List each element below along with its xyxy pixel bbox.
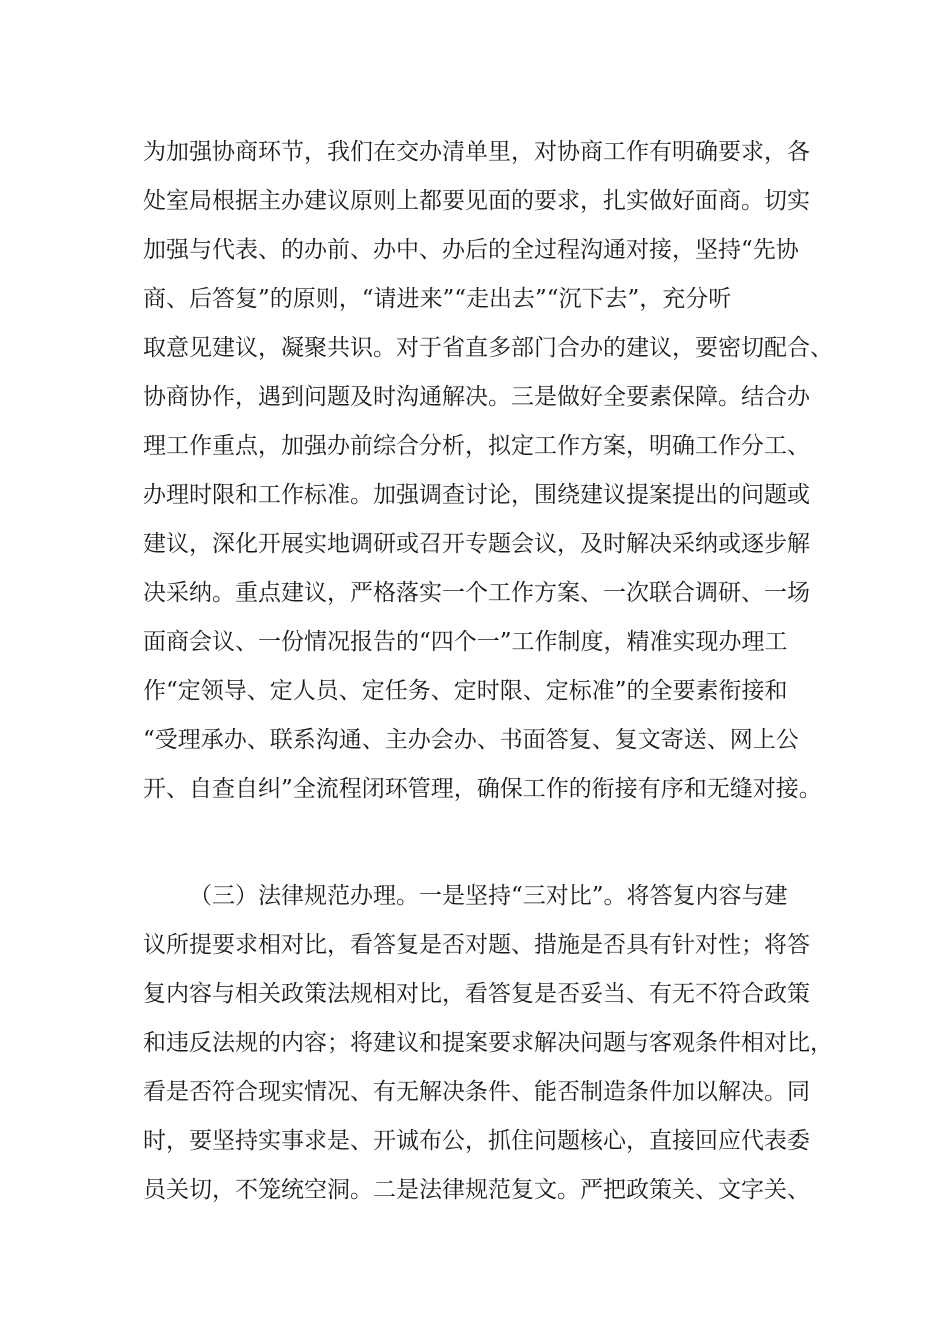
text-line: 开、自查自纠”全流程闭环管理，确保工作的衔接有序和无缝对接。 bbox=[143, 776, 822, 802]
text-line: 协商协作，遇到问题及时沟通解决。三是做好全要素保障。结合办 bbox=[143, 384, 810, 410]
text-line: 办理时限和工作标准。加强调查讨论，围绕建议提案提出的问题或 bbox=[143, 482, 810, 508]
paragraph-legal-standard bbox=[143, 872, 833, 1215]
text-line: （三）法律规范办理。一是坚持“三对比”。将答复内容与建 bbox=[189, 883, 788, 909]
text-line: 员关切，不笼统空洞。二是法律规范复文。严把政策关、文字关、 bbox=[143, 1177, 810, 1203]
paragraph-consultation bbox=[143, 128, 833, 814]
text-line: 加强与代表、的办前、办中、办后的全过程沟通对接，坚持“先协 bbox=[143, 237, 799, 263]
text-line: 议所提要求相对比，看答复是否对题、措施是否具有针对性；将答 bbox=[143, 932, 810, 958]
text-line: 看是否符合现实情况、有无解决条件、能否制造条件加以解决。同 bbox=[143, 1079, 810, 1105]
text-line: 复内容与相关政策法规相对比，看答复是否妥当、有无不符合政策 bbox=[143, 981, 810, 1007]
text-line: 商、后答复”的原则，“请进来”“走出去”“沉下去”，充分听 bbox=[143, 286, 732, 312]
text-line: 处室局根据主办建议原则上都要见面的要求，扎实做好面商。切实 bbox=[143, 188, 810, 214]
text-line: 作“定领导、定人员、定任务、定时限、定标准”的全要素衔接和 bbox=[143, 678, 788, 704]
text-line: 取意见建议，凝聚共识。对于省直多部门合办的建议，要密切配合、 bbox=[143, 335, 833, 361]
text-line: 理工作重点，加强办前综合分析，拟定工作方案，明确工作分工、 bbox=[143, 433, 810, 459]
text-line: 时，要坚持实事求是、开诚布公，抓住问题核心，直接回应代表委 bbox=[143, 1128, 810, 1154]
text-line: 建议，深化开展实地调研或召开专题会议，及时解决采纳或逐步解 bbox=[143, 531, 810, 557]
text-line: “受理承办、联系沟通、主办会办、书面答复、复文寄送、网上公 bbox=[143, 727, 799, 753]
text-line: 决采纳。重点建议，严格落实一个工作方案、一次联合调研、一场 bbox=[143, 580, 810, 606]
text-line: 为加强协商环节，我们在交办清单里，对协商工作有明确要求，各 bbox=[143, 139, 810, 165]
text-line: 和违反法规的内容；将建议和提案要求解决问题与客观条件相对比， bbox=[143, 1030, 833, 1056]
text-line: 面商会议、一份情况报告的“四个一”工作制度，精准实现办理工 bbox=[143, 629, 788, 655]
